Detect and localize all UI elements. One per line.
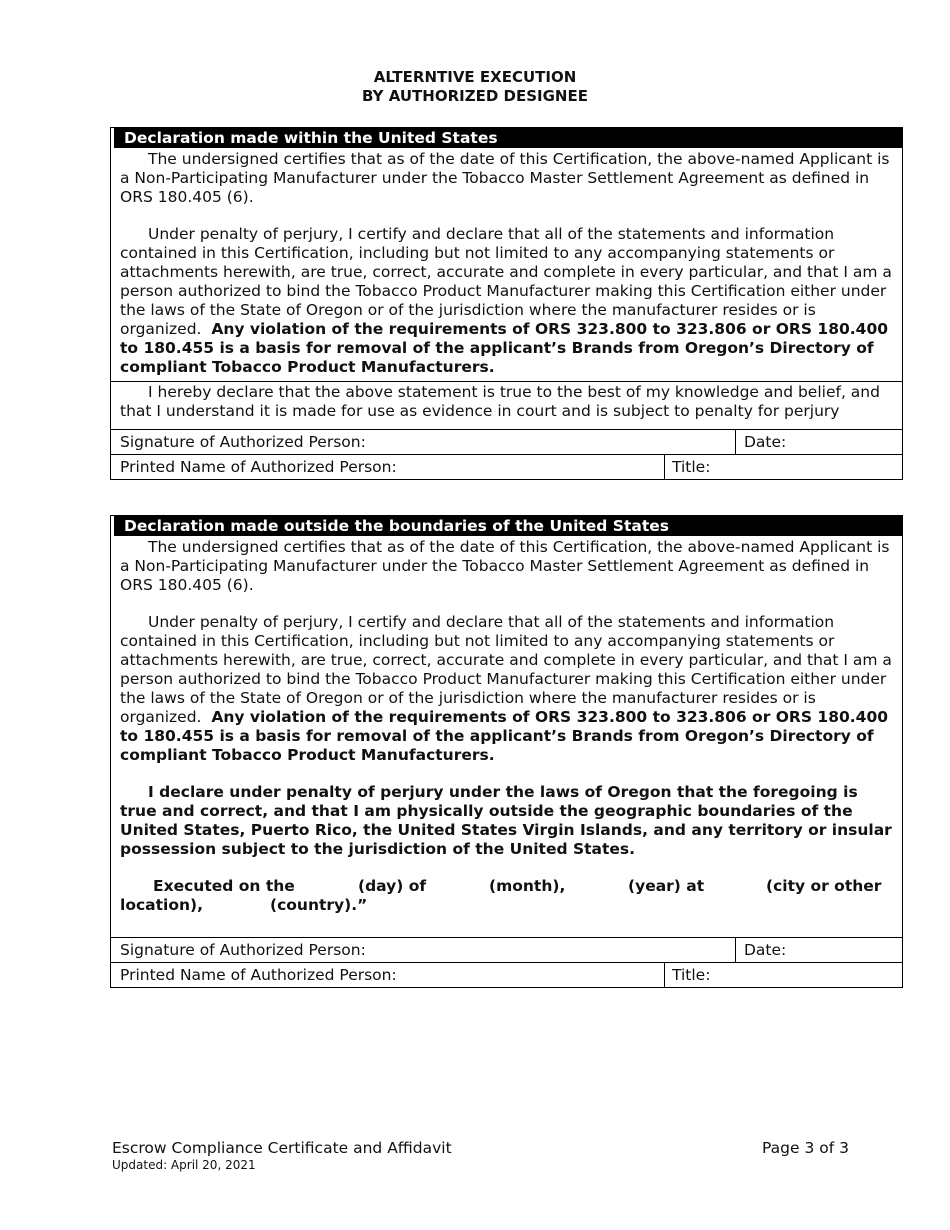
section-header: Declaration made outside the boundaries of the United States xyxy=(111,516,902,536)
perjury-text: Under penalty of perjury, I certify and declare that all of the statements and information contained in this Certification, including but not limited to any accompanying statements or attachments herewith, are true, correct, accurate and complete in every particular, and that I am a person authorized to bind the Tobacco Product Manufacturer making this Certification either under the laws of the State of Oregon or of the jurisdiction where the manufacturer resides or is organized. xyxy=(120,225,892,338)
city-field: (city or other xyxy=(766,877,882,895)
printed-name-row xyxy=(111,962,902,987)
violation-warning: Any violation of the requirements of ORS 323.800 to 323.806 or ORS 180.400 to 180.455 is a basis for removal of the applicant’s Brands from Oregon’s Directory of compliant Tobacco Product Manufacturers. xyxy=(120,320,889,376)
executed-on: Executed on the xyxy=(153,877,295,895)
declaration-paragraph: I hereby declare that the above statement is true to the best of my knowledge and belief, and that I understand it is made for use as evidence in court and is subject to penalty for perjury xyxy=(120,383,880,420)
certification-paragraph: The undersigned certifies that as of the date of this Certification, the above-named Applicant is a Non-Participating Manufacturer under the Tobacco Master Settlement Agreement as defined in ORS 180.405 (6). xyxy=(120,150,890,206)
declaration-outside-us xyxy=(110,515,903,988)
date-label: Date: xyxy=(744,941,787,959)
title-label: Title: xyxy=(672,966,711,984)
perjury-paragraph xyxy=(111,225,902,377)
footer-updated-date: Updated: April 20, 2021 xyxy=(112,1158,256,1172)
perjury-paragraph xyxy=(111,613,902,765)
executed-on-line xyxy=(111,877,902,937)
country-field: (country).” xyxy=(270,896,368,914)
signature-label: Signature of Authorized Person: xyxy=(120,433,366,451)
page-title xyxy=(0,68,950,106)
outside-us-declaration: I declare under penalty of perjury under the laws of Oregon that the foregoing is true and correct, and that I am physically outside the geographic boundaries of the United States, Puerto Rico, the United States Virgin Islands, and any territory or insular possession subject to the jurisdiction of the United States. xyxy=(120,783,892,858)
day-field: (day) of xyxy=(358,877,427,895)
printed-name-label: Printed Name of Authorized Person: xyxy=(120,458,397,476)
month-field: (month), xyxy=(489,877,566,895)
perjury-text: Under penalty of perjury, I certify and declare that all of the statements and information contained in this Certification, including but not limited to any accompanying statements or attachments herewith, are true, correct, accurate and complete in every particular, and that I am a person authorized to bind the Tobacco Product Manufacturer making this Certification either under the laws of the State of Oregon or of the jurisdiction where the manufacturer resides or is organized. xyxy=(120,613,892,726)
footer-page-number: Page 3 of 3 xyxy=(762,1139,849,1157)
printed-name-label: Printed Name of Authorized Person: xyxy=(120,966,397,984)
section-header: Declaration made within the United States xyxy=(111,128,902,148)
location-field: location), xyxy=(120,896,203,914)
footer-document-title: Escrow Compliance Certificate and Affidavit xyxy=(112,1139,452,1157)
title-line-1: ALTERNTIVE EXECUTION xyxy=(373,68,577,86)
printed-name-row xyxy=(111,454,902,479)
year-field: (year) at xyxy=(628,877,705,895)
title-line-2: BY AUTHORIZED DESIGNEE xyxy=(362,87,588,105)
violation-warning: Any violation of the requirements of ORS 323.800 to 323.806 or ORS 180.400 to 180.455 is a basis for removal of the applicant’s Brands from Oregon’s Directory of compliant Tobacco Product Manufacturers. xyxy=(120,708,889,764)
certification-paragraph: The undersigned certifies that as of the date of this Certification, the above-named Applicant is a Non-Participating Manufacturer under the Tobacco Master Settlement Agreement as defined in ORS 180.405 (6). xyxy=(120,538,890,594)
declaration-within-us xyxy=(110,127,903,480)
signature-row xyxy=(111,937,902,962)
date-label: Date: xyxy=(744,433,787,451)
title-label: Title: xyxy=(672,458,711,476)
signature-label: Signature of Authorized Person: xyxy=(120,941,366,959)
signature-row xyxy=(111,429,902,454)
